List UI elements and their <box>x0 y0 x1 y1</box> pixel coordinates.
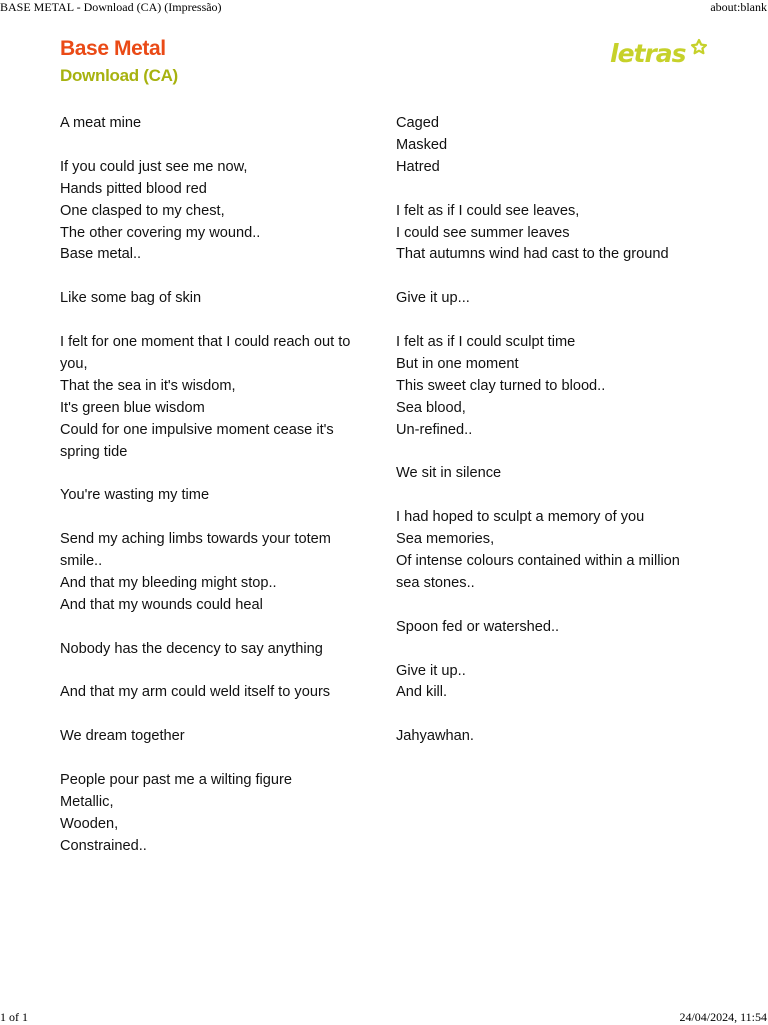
lyrics-line: We sit in silence <box>396 465 502 482</box>
print-footer-page-count: 1 of 1 <box>0 1010 28 1024</box>
lyrics-line: Spoon fed or watershed.. <box>396 618 560 635</box>
lyrics-line: That autumns wind had cast to the ground <box>396 246 669 263</box>
lyrics-stanza <box>396 332 711 442</box>
lyrics-stanza <box>60 726 375 748</box>
lyrics-stanza <box>396 726 711 748</box>
song-title: Base Metal <box>60 37 166 60</box>
lyrics-line: And kill. <box>396 684 448 701</box>
letras-logo <box>606 32 710 72</box>
print-footer-datetime: 24/04/2024, 11:54 <box>679 1010 767 1024</box>
lyrics-line: If you could just see me now, <box>60 158 248 175</box>
lyrics-stanza <box>60 529 375 617</box>
lyrics-line: Send my aching limbs towards your totem <box>60 531 331 548</box>
lyrics-line: That the sea in it's wisdom, <box>60 377 236 394</box>
lyrics-stanza <box>396 661 711 705</box>
lyrics-stanza <box>60 770 375 858</box>
print-header-url: about:blank <box>710 0 767 14</box>
lyrics-line: Hands pitted blood red <box>60 180 207 197</box>
song-artist: Download (CA) <box>60 66 178 85</box>
lyrics-line: And that my bleeding might stop.. <box>60 574 277 591</box>
star-icon <box>692 40 706 53</box>
lyrics-stanza <box>396 201 711 267</box>
lyrics-line: One clasped to my chest, <box>60 202 225 219</box>
lyrics-line: Jahyawhan. <box>396 728 474 745</box>
print-header-title: BASE METAL - Download (CA) (Impressão) <box>0 0 222 14</box>
lyrics-stanza <box>60 288 375 310</box>
lyrics-line: Metallic, <box>60 793 114 810</box>
lyrics-line: We dream together <box>60 728 185 745</box>
lyrics-line: Could for one impulsive moment cease it's <box>60 421 334 438</box>
lyrics-line: Give it up.. <box>396 662 466 679</box>
lyrics-stanza <box>396 617 711 639</box>
letras-logo-text: letras <box>610 39 686 68</box>
lyrics-column-right <box>396 113 711 770</box>
lyrics-line: Sea memories, <box>396 531 495 548</box>
lyrics-line: People pour past me a wilting figure <box>60 772 293 789</box>
lyrics-line: Constrained.. <box>60 837 147 854</box>
lyrics-line: I felt as if I could sculpt time <box>396 334 576 351</box>
lyrics-line: smile.. <box>60 553 103 570</box>
lyrics-stanza <box>60 157 375 267</box>
lyrics-stanza <box>60 485 375 507</box>
lyrics-line: It's green blue wisdom <box>60 399 205 416</box>
lyrics-line: sea stones.. <box>396 574 475 591</box>
lyrics-line: This sweet clay turned to blood.. <box>396 377 606 394</box>
lyrics-line: Give it up... <box>396 290 470 307</box>
lyrics-stanza <box>396 507 711 595</box>
lyrics-line: Of intense colours contained within a million <box>396 553 680 570</box>
lyrics-stanza <box>60 639 375 661</box>
lyrics-line: You're wasting my time <box>60 487 210 504</box>
lyrics-stanza <box>396 288 711 310</box>
lyrics-line: Nobody has the decency to say anything <box>60 640 323 657</box>
lyrics-line: A meat mine <box>60 115 142 131</box>
lyrics-stanza <box>60 332 375 463</box>
lyrics-column-left <box>60 113 375 880</box>
lyrics-line: And that my wounds could heal <box>60 596 263 613</box>
lyrics-line: Caged <box>396 115 440 131</box>
lyrics-line: Hatred <box>396 158 440 175</box>
lyrics-stanza <box>60 682 375 704</box>
lyrics-line: Like some bag of skin <box>60 290 202 307</box>
lyrics-stanza <box>60 113 375 135</box>
lyrics-line: Masked <box>396 136 448 153</box>
lyrics-stanza <box>396 113 711 179</box>
lyrics-line: And that my arm could weld itself to yours <box>60 684 331 701</box>
lyrics-line: The other covering my wound.. <box>60 224 261 241</box>
lyrics-line: Un-refined.. <box>396 421 473 438</box>
lyrics-line: spring tide <box>60 443 128 460</box>
lyrics-line: Wooden, <box>60 815 119 832</box>
lyrics-line: Base metal.. <box>60 246 142 263</box>
lyrics-line: I could see summer leaves <box>396 224 570 241</box>
lyrics-line: I felt for one moment that I could reach out to <box>60 334 351 351</box>
lyrics-line: But in one moment <box>396 355 519 372</box>
lyrics-line: I had hoped to sculpt a memory of you <box>396 509 645 526</box>
lyrics-line: you, <box>60 355 88 372</box>
lyrics-line: Sea blood, <box>396 399 466 416</box>
lyrics-line: I felt as if I could see leaves, <box>396 202 580 219</box>
lyrics-stanza <box>396 463 711 485</box>
